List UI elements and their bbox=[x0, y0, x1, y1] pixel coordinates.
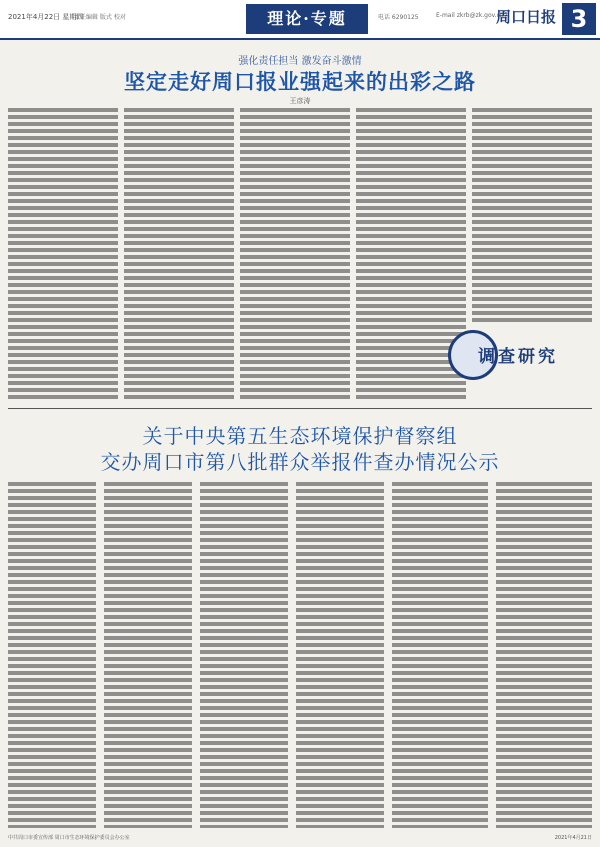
section-title: 理论·专题 bbox=[246, 4, 368, 34]
report-body-column bbox=[296, 482, 384, 828]
report-body-column bbox=[8, 482, 96, 828]
editor-credits: 责任编辑 版式 校对 bbox=[74, 14, 126, 21]
report-body-column bbox=[200, 482, 288, 828]
footer-signatory: 中共周口市委宣传部 周口市生态环境保护委员会办公室 bbox=[8, 835, 130, 841]
contact-email: E-mail zkrb@zk.gov.cn bbox=[436, 12, 504, 19]
report-title-line2: 交办周口市第八批群众举报件查办情况公示 bbox=[100, 450, 500, 474]
report-title-line1: 关于中央第五生态环境保护督察组 bbox=[142, 424, 458, 448]
article-byline: 王彦涛 bbox=[289, 97, 311, 105]
article-title: 坚定走好周口报业强起来的出彩之路 bbox=[124, 69, 476, 94]
masthead bbox=[0, 0, 600, 40]
article-body-column bbox=[240, 108, 350, 402]
issue-date: 2021年4月22日 星期四 bbox=[8, 13, 84, 21]
column-stamp bbox=[448, 330, 588, 382]
footer-date: 2021年4月21日 bbox=[554, 835, 592, 841]
contact-phone: 电话 6290125 bbox=[378, 14, 419, 21]
report-body-column bbox=[104, 482, 192, 828]
stamp-label: 调查研究 bbox=[478, 347, 558, 367]
section-divider bbox=[8, 408, 592, 409]
article-body-column bbox=[8, 108, 118, 402]
report-body-column bbox=[496, 482, 592, 828]
article-body-column bbox=[124, 108, 234, 402]
page-number: 3 bbox=[562, 3, 596, 35]
article-kicker: 强化责任担当 激发奋斗激情 bbox=[238, 56, 362, 67]
report-body-column bbox=[392, 482, 488, 828]
article-body-column bbox=[472, 108, 592, 322]
newspaper-name: 周口日报 bbox=[496, 8, 557, 26]
